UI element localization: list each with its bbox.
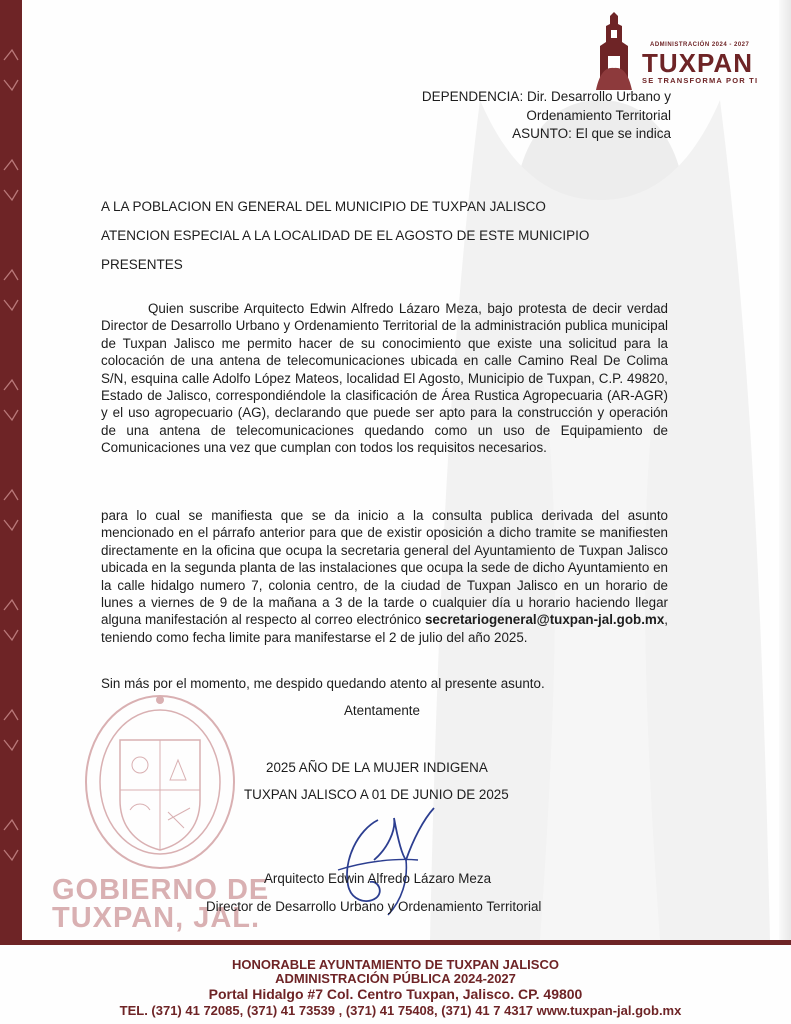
atentamente: Atentamente: [344, 703, 420, 718]
body-paragraph-1: Quien suscribe Arquitecto Edwin Alfredo Lázaro Meza, bajo protesta de decir verdad Director de Desarrollo Urbano y Ordenamiento Territorial de la administración publica municipal de Tuxpan Jalisco me permito hacer de su conocimiento que existe una solicitud para la colocación de una antena de telecomunicaciones ubicada en calle Camino Real De Colima S/N, esquina calle Adolfo López Mateos, localidad El Agosto, Municipio de Tuxpan, C.P. 49820, Estado de Jalisco, correspondiéndole la clasificación de Área Rustica Agropecuaria (AR-AGR) y el uso agropecuario (AG), declarando que puede ser apto para la construcción y operación de una antena de telecomunicaciones quedando como un uso de Equipamiento de Comunicaciones una vez que cumplan con todos los requisitos necesarios.: [101, 301, 668, 456]
addressee-line-2: ATENCION ESPECIAL A LA LOCALIDAD DE EL AGOSTO DE ESTE MUNICIPIO: [101, 228, 590, 243]
addressee-presentes: PRESENTES: [101, 257, 183, 272]
addressee-line-1: A LA POBLACION EN GENERAL DEL MUNICIPIO DE TUXPAN JALISCO: [101, 199, 546, 214]
footer-council-name: HONORABLE AYUNTAMIENTO DE TUXPAN JALISCO: [232, 957, 559, 972]
logo-administration-text: ADMINISTRACIÓN 2024 - 2027: [650, 42, 750, 48]
contact-email: secretariogeneral@tuxpan-jal.gob.mx: [424, 612, 665, 628]
signer-name: Arquitecto Edwin Alfredo Lázaro Meza: [264, 871, 492, 886]
footer-administration: ADMINISTRACIÓN PÚBLICA 2024-2027: [275, 971, 516, 986]
footer: [0, 958, 791, 1019]
footer-divider: [0, 940, 791, 945]
footer-contact: TEL. (371) 41 72085, (371) 41 73539 , (371) 41 75408, (371) 41 7 4317 www.tuxpan-jal.gob.mx: [119, 1003, 682, 1018]
dependency-line-2: Ordenamiento Territorial: [526, 107, 671, 123]
paragraph-2-text-a: para lo cual se manifiesta que se da inicio a la consulta publica derivada del asunto mencionado en el párrafo anterior para que de existir oposición a dicho tramite se manifiesten directamente en la oficina que ocupa la secretaria general del Ayuntamiento de Tuxpan Jalisco ubicada en la segunda planta de las instalaciones que ocupa la sede de dicho Ayuntamiento en la calle hidalgo numero 7, colonia centro, de la ciudad de Tuxpan Jalisco en un horario de lunes a viernes de 9 de la mañana a 3 de la tarde o cualquier día u horario haciendo llegar alguna manifestación al respecto al correo electrónico: [101, 508, 668, 628]
paragraph-2-text-b: , teniendo como fecha limite para manifestarse el 2 de julio del año 2025.: [101, 612, 668, 645]
government-watermark-line-1: GOBIERNO DE: [52, 874, 270, 906]
left-decorative-band: [0, 0, 22, 944]
church-tower-icon: [590, 12, 640, 92]
place-date: TUXPAN JALISCO A 01 DE JUNIO DE 2025: [244, 787, 509, 802]
government-watermark-line-2: TUXPAN, JAL.: [52, 902, 261, 934]
year-motto: 2025 AÑO DE LA MUJER INDIGENA: [266, 760, 488, 775]
closing-line: Sin más por el momento, me despido quedando atento al presente asunto.: [101, 676, 545, 691]
signer-title: Director de Desarrollo Urbano y Ordenamiento Territorial: [206, 899, 542, 914]
footer-address: Portal Hidalgo #7 Col. Centro Tuxpan, Jalisco. CP. 49800: [208, 986, 583, 1002]
dependency-block: [371, 88, 671, 144]
background-figure-watermark: [420, 60, 780, 940]
page-edge-shadow: [779, 0, 791, 944]
logo-name: TUXPAN: [642, 48, 753, 78]
tuxpan-logo: [590, 12, 780, 92]
dependency-line: DEPENDENCIA: Dir. Desarrollo Urbano y: [421, 89, 671, 104]
logo-tagline: SE TRANSFORMA POR TI: [642, 76, 759, 85]
municipal-seal-watermark: [80, 690, 240, 875]
body-paragraph-2: [101, 507, 668, 646]
subject-line: ASUNTO: El que se indica: [512, 126, 671, 141]
